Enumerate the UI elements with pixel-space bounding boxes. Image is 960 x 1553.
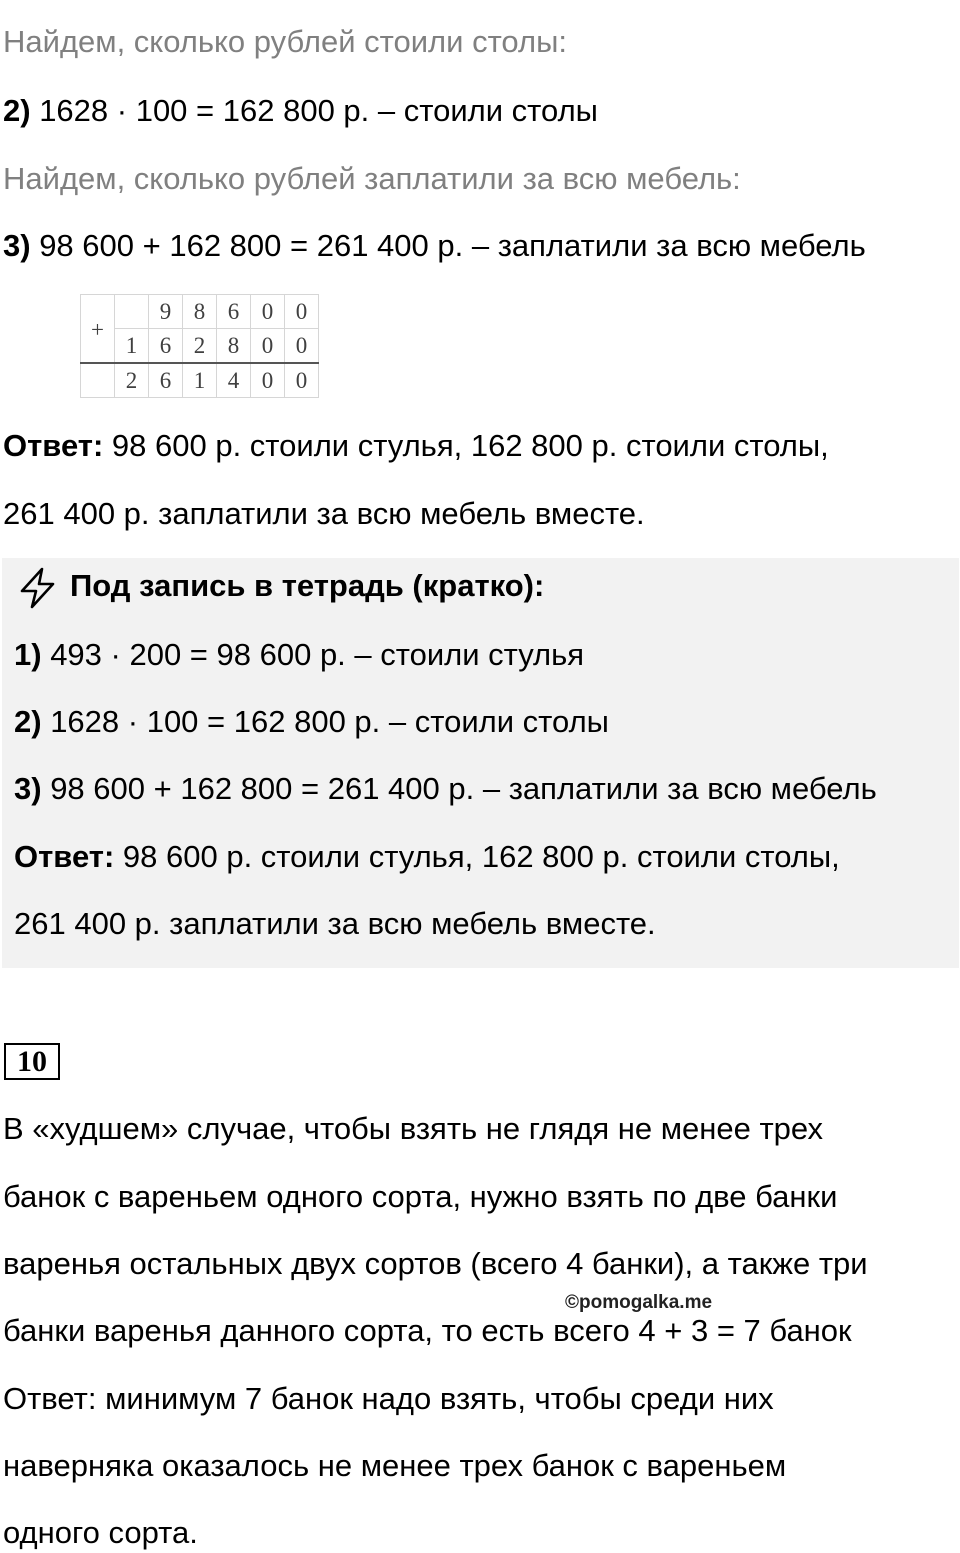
notebook-answer-label: Ответ: [14,839,115,874]
plus-sign: + [81,295,115,364]
digit: 8 [183,295,217,329]
addend-2-row [81,329,319,364]
step-intro-total: Найдем, сколько рублей заплатили за всю мебель: [3,161,741,196]
addend-1-row [81,295,319,329]
digit: 4 [217,363,251,398]
digit: 1 [183,363,217,398]
notebook-box [2,558,959,968]
step-3-text: 98 600 + 162 800 = 261 400 р. – заплатили за всю мебель [30,228,866,263]
step-intro-tables: Найдем, сколько рублей стоили столы: [3,24,567,59]
step-2-number: 2) [3,93,31,128]
notebook-step-1 [14,635,584,675]
digit: 2 [183,329,217,364]
step-2-text: 1628 · 100 = 162 800 р. – стоили столы [30,93,598,128]
answer-label: Ответ: [3,428,104,463]
answer-text: 98 600 р. стоили стулья, 162 800 р. стоили столы, [103,428,829,463]
lightning-icon [16,566,60,610]
digit: 1 [115,329,149,364]
task-10-line-5: Ответ: минимум 7 банок надо взять, чтобы среди них [3,1381,774,1416]
notebook-answer-1 [14,837,840,877]
answer-line-2: 261 400 р. заплатили за всю мебель вместе. [3,496,645,531]
task-10-line-7: одного сорта. [3,1515,198,1550]
digit: 0 [285,363,319,398]
column-addition [80,294,319,398]
notebook-step-2-number: 2) [14,704,42,739]
digit: 6 [217,295,251,329]
task-10-line-2: банок с вареньем одного сорта, нужно взять по две банки [3,1179,838,1214]
digit: 6 [149,363,183,398]
watermark: ©pomogalka.me [565,1292,713,1313]
notebook-answer-text: 98 600 р. стоили стулья, 162 800 р. стоили столы, [114,839,840,874]
step-3-number: 3) [3,228,31,263]
notebook-step-1-number: 1) [14,637,42,672]
digit: 9 [149,295,183,329]
digit: 0 [285,295,319,329]
digit: 2 [115,363,149,398]
notebook-step-3-number: 3) [14,771,42,806]
task-10-line-3: варенья остальных двух сортов (всего 4 банки), а также три [3,1246,868,1281]
notebook-title: Под запись в тетрадь (кратко): [70,568,545,603]
task-number: 10 [4,1043,60,1080]
digit: 0 [251,329,285,364]
answer-line-1 [3,426,829,466]
notebook-answer-2: 261 400 р. заплатили за всю мебель вместе. [14,906,656,941]
digit [115,295,149,329]
digit: 0 [285,329,319,364]
task-10-line-4: банки варенья данного сорта, то есть всего 4 + 3 = 7 банок [3,1313,852,1348]
notebook-step-2 [14,702,609,742]
notebook-step-1-text: 493 · 200 = 98 600 р. – стоили стулья [41,637,585,672]
notebook-step-3 [14,769,877,809]
task-10-line-6: наверняка оказалось не менее трех банок с вареньем [3,1448,787,1483]
digit: 0 [251,363,285,398]
digit: 8 [217,329,251,364]
notebook-step-2-text: 1628 · 100 = 162 800 р. – стоили столы [41,704,609,739]
digit: 0 [251,295,285,329]
sum-row [81,363,319,398]
step-2 [3,91,598,131]
digit: 6 [149,329,183,364]
step-3 [3,226,866,266]
digit [81,363,115,398]
notebook-step-3-text: 98 600 + 162 800 = 261 400 р. – заплатили за всю мебель [41,771,877,806]
task-10-line-1: В «худшем» случае, чтобы взять не глядя не менее трех [3,1111,823,1146]
